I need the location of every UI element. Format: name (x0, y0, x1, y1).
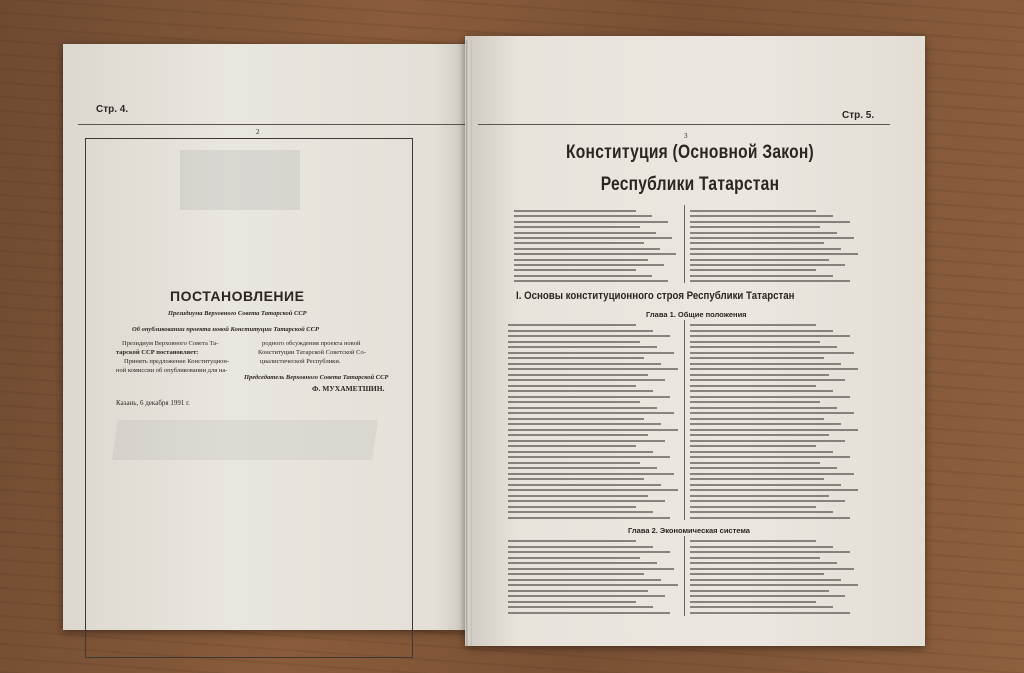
text-line (690, 363, 841, 365)
text-line (508, 484, 661, 486)
decree-body-line-7: циалистической Республики. (260, 358, 341, 365)
text-line (690, 478, 824, 480)
text-line (690, 407, 837, 409)
text-line (508, 379, 665, 381)
text-line (508, 462, 640, 464)
text-line (690, 221, 850, 223)
text-line (508, 407, 657, 409)
text-line (690, 210, 816, 212)
text-line (508, 551, 670, 553)
section-1-heading: I. Основы конституционного строя Республики Татарстан (516, 290, 795, 302)
text-line (690, 606, 833, 608)
text-line (690, 412, 854, 414)
text-line (514, 280, 668, 282)
decree-place-date: Казань, 6 декабря 1991 г. (116, 399, 190, 407)
text-line (508, 390, 653, 392)
decree-signature-name: Ф. МУХАМЕТШИН. (312, 384, 385, 393)
text-line (508, 440, 665, 442)
text-line (690, 489, 858, 491)
text-line (514, 215, 652, 217)
text-line (690, 557, 820, 559)
decree-body-line-1: Президиум Верховного Совета Та- (122, 340, 219, 347)
text-line (690, 368, 858, 370)
text-line (508, 473, 674, 475)
text-line (690, 579, 841, 581)
text-line (690, 434, 829, 436)
text-line (690, 511, 833, 513)
decree-body-line-6: Конституции Татарской Советской Со- (258, 349, 366, 356)
right-folio: 3 (684, 132, 688, 140)
decree-issuer: Президиума Верховного Совета Татарской ССР (168, 310, 307, 317)
text-line (690, 226, 820, 228)
text-line (690, 335, 850, 337)
text-line (690, 451, 833, 453)
text-line (690, 253, 858, 255)
text-line (514, 275, 652, 277)
text-line (690, 330, 833, 332)
text-line (690, 612, 850, 614)
decree-body-line-2: тарской ССР постановляет: (116, 349, 199, 356)
text-line (508, 412, 674, 414)
text-line (514, 221, 668, 223)
decree-body-line-5: родного обсуждения проекта новой (262, 340, 361, 347)
text-line (690, 242, 824, 244)
text-line (508, 335, 670, 337)
text-line (690, 445, 816, 447)
text-line (690, 595, 845, 597)
text-line (690, 401, 820, 403)
chapter-2-heading: Глава 2. Экономическая система (628, 526, 750, 535)
text-line (690, 440, 845, 442)
text-line (508, 489, 678, 491)
text-line (690, 500, 845, 502)
text-line (690, 346, 837, 348)
text-line (508, 467, 657, 469)
show-through-flag (180, 150, 300, 210)
text-line (514, 242, 644, 244)
chapter-1-heading: Глава 1. Общие положения (646, 310, 747, 319)
text-line (508, 330, 653, 332)
right-page-label: Стр. 5. (842, 110, 875, 121)
right-header-rule (478, 124, 890, 125)
text-line (690, 551, 850, 553)
text-line (508, 434, 648, 436)
text-line (508, 540, 636, 542)
text-line (690, 418, 824, 420)
text-line (508, 451, 653, 453)
preamble-column-divider (684, 205, 685, 283)
text-line (690, 467, 837, 469)
text-line (690, 601, 816, 603)
text-line (514, 248, 660, 250)
text-line (690, 259, 829, 261)
text-line (690, 568, 854, 570)
text-line (508, 595, 665, 597)
decree-body-line-4: ной комиссии об опубликовании для на- (116, 367, 228, 374)
text-line (508, 341, 640, 343)
text-line (690, 573, 824, 575)
text-line (690, 379, 845, 381)
text-line (508, 357, 644, 359)
text-line (508, 562, 657, 564)
text-line (508, 478, 644, 480)
text-line (508, 374, 648, 376)
center-fold-crease (466, 40, 472, 646)
text-line (690, 352, 854, 354)
text-line (508, 500, 665, 502)
text-line (690, 506, 816, 508)
text-line (690, 562, 837, 564)
text-line (690, 590, 829, 592)
left-folio: 2 (256, 128, 260, 136)
text-line (508, 396, 670, 398)
text-line (690, 495, 829, 497)
text-line (690, 540, 816, 542)
text-line (690, 357, 824, 359)
decree-body-line-3: Принять предложение Конституцион- (124, 358, 230, 365)
text-line (690, 280, 850, 282)
text-line (508, 368, 678, 370)
text-line (690, 517, 850, 519)
text-line (690, 264, 845, 266)
chapter-2-column-divider (684, 536, 685, 616)
text-line (690, 374, 829, 376)
text-line (690, 215, 833, 217)
text-line (508, 557, 640, 559)
text-line (690, 341, 820, 343)
left-header-rule (78, 124, 470, 125)
text-line (508, 584, 678, 586)
text-line (690, 584, 858, 586)
constitution-title-line-2: Республики Татарстан (600, 174, 780, 195)
text-line (514, 210, 636, 212)
text-line (508, 568, 674, 570)
text-line (508, 401, 640, 403)
decree-title: ПОСТАНОВЛЕНИЕ (170, 288, 305, 304)
text-line (690, 456, 850, 458)
text-line (690, 324, 816, 326)
text-line (508, 352, 674, 354)
text-line (508, 511, 653, 513)
text-line (690, 248, 841, 250)
text-line (690, 396, 850, 398)
text-line (508, 573, 644, 575)
text-line (514, 259, 648, 261)
text-line (690, 269, 816, 271)
text-line (514, 232, 656, 234)
text-line (508, 346, 657, 348)
text-line (690, 429, 858, 431)
constitution-title-line-1: Конституция (Основной Закон) (566, 142, 814, 163)
text-line (508, 579, 661, 581)
text-line (690, 546, 833, 548)
text-line (514, 264, 664, 266)
text-line (508, 445, 636, 447)
decree-subject: Об опубликовании проекта новой Конституции Татарской ССР (132, 326, 319, 333)
text-line (690, 275, 833, 277)
text-line (514, 269, 636, 271)
left-page-label: Стр. 4. (96, 104, 129, 115)
text-line (508, 495, 648, 497)
text-line (508, 363, 661, 365)
text-line (508, 506, 636, 508)
text-line (508, 517, 670, 519)
text-line (508, 423, 661, 425)
decree-signature-title: Председатель Верховного Совета Татарской ССР (244, 374, 389, 381)
text-line (508, 456, 670, 458)
text-line (690, 390, 833, 392)
text-line (690, 423, 841, 425)
text-line (690, 232, 837, 234)
text-line (508, 612, 670, 614)
text-line (514, 237, 672, 239)
text-line (690, 237, 854, 239)
text-line (508, 601, 636, 603)
text-line (508, 590, 648, 592)
text-line (508, 418, 644, 420)
text-line (690, 462, 820, 464)
text-line (690, 484, 841, 486)
text-line (508, 546, 653, 548)
text-line (514, 253, 676, 255)
text-line (508, 606, 653, 608)
text-line (508, 324, 636, 326)
text-line (690, 473, 854, 475)
text-line (690, 385, 816, 387)
show-through-banner (112, 420, 378, 460)
text-line (508, 429, 678, 431)
text-line (508, 385, 636, 387)
body-column-divider (684, 320, 685, 520)
decree-frame (85, 138, 413, 658)
text-line (514, 226, 640, 228)
